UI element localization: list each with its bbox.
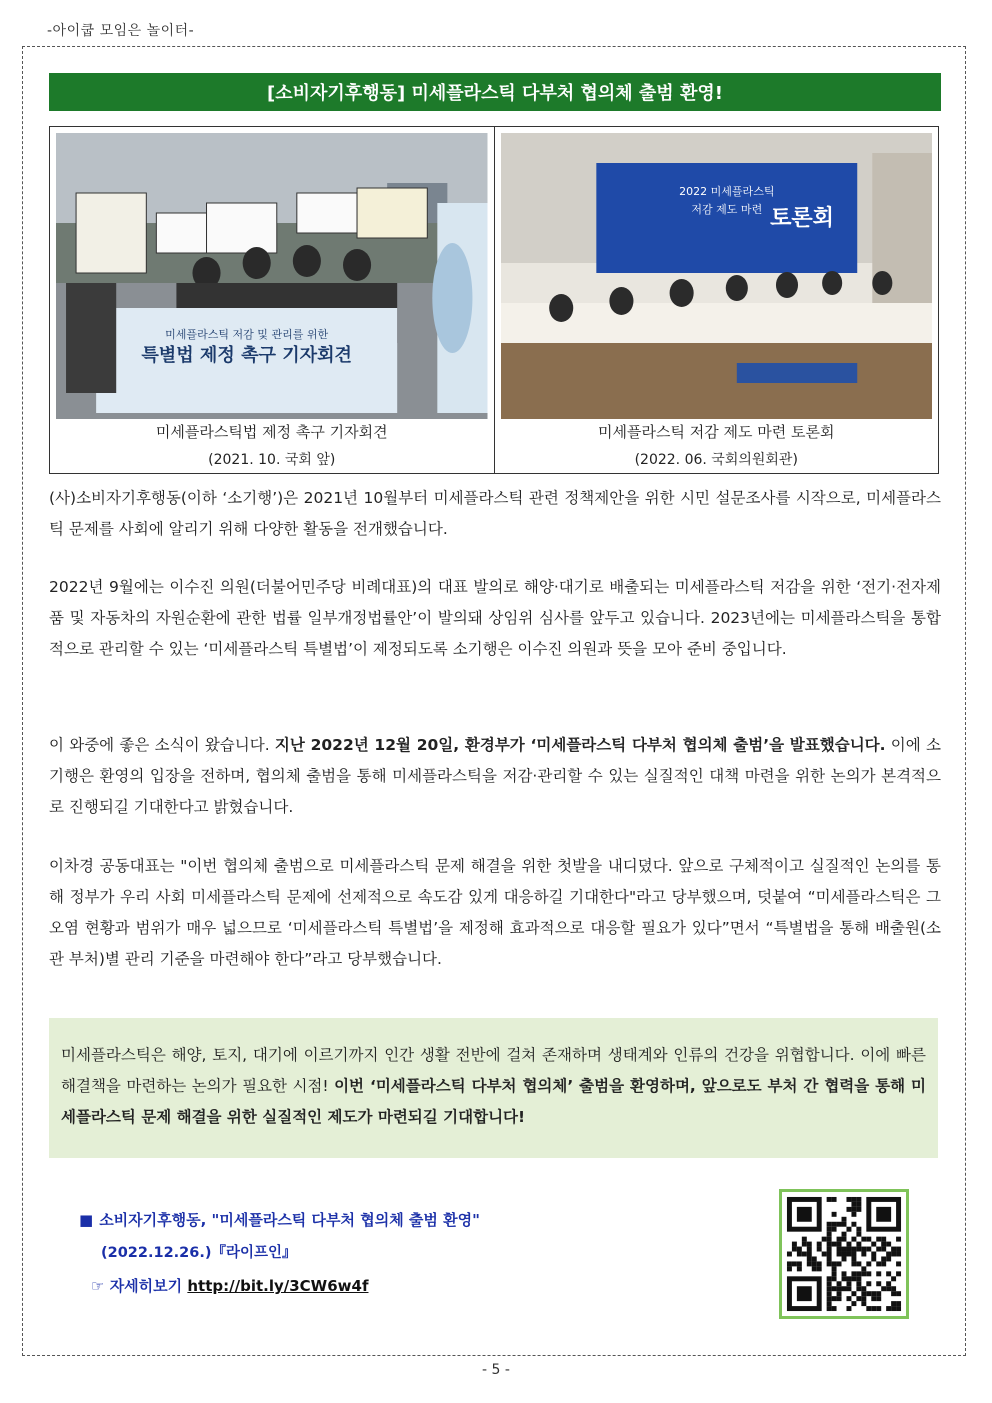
photo-cell-debate-forum [494,127,939,473]
screen-sub-text: 저감 제도 마련 [690,203,762,216]
link-more-row [79,1270,480,1303]
article-link-block [79,1204,480,1303]
notice-text: 미세플라스틱은 해양, 토지, 대기에 이르기까지 인간 생활 전반에 걸쳐 존재하며 생태계와 인류의 건강을 위협합니다. 이에 빠른 해결책을 마련하는 논의가 필요한 시점! [61,1046,926,1095]
page-number: - 5 - [482,1362,510,1378]
body-paragraph-2: 2022년 9월에는 이수진 의원(더불어민주당 비례대표)의 대표 발의로 해양·대기로 배출되는 미세플라스틱 저감을 위한 ‘전기·전자제품 및 자동차의 자원순환에 관한 법률 일부개정법률안’이 발의돼 상임위 심사를 앞두고 있습니다. 2023년에는 미세플라스틱을 통합적으로 관리할 수 있는 ‘미세플라스틱 특별법’이 제정되도록 소기행은 이수진 의원과 뜻을 모아 준비 중입니다. [49,578,941,658]
photo-date: (2021. 10. 국회 앞) [208,452,336,468]
body-paragraph-1: (사)소비자기후행동(이하 ‘소기행’)은 2021년 10월부터 미세플라스틱 관련 정책제안을 위한 시민 설문조사를 시작으로, 미세플라스틱 문제를 사회에 알리기 위해 다양한 활동을 전개했습니다. [49,489,941,538]
more-label: 자세히보기 [109,1277,183,1295]
article-url-link[interactable]: http://bit.ly/3CW6w4f [187,1277,369,1295]
qr-code-icon [782,1192,906,1316]
square-bullet-icon: ■ [79,1211,94,1229]
link-title-row [79,1204,480,1237]
p3-tail: 이에 소기행은 환영의 입장을 전하며, 협의체 출범을 통해 미세플라스틱을 저감·관리할 수 있는 실질적인 대책 마련을 위한 논의가 본격적으로 진행되길 기대한다고 밝혔습니다. [49,736,941,816]
photo-cell-press-conference [50,127,494,473]
link-source: (2022.12.26.)『라이프인』 [101,1245,297,1261]
body-paragraph-4: 이차경 공동대표는 "이번 협의체 출범으로 미세플라스틱 문제 해결을 위한 첫발을 내디뎠다. 앞으로 구체적이고 실질적인 논의를 통해 정부가 우리 사회 미세플라스틱 문제에 선제적으로 속도감 있게 대응하길 기대한다"라고 당부했으며, 덧붙여 “미세플라스틱은 그 오염 현황과 범위가 매우 넓으므로 ‘미세플라스틱 특별법’을 제정해 효과적으로 대응할 필요가 있다”면서 “특별법을 통해 배출원(소관 부처)별 관리 기준을 마련해야 한다”라고 당부했습니다. [49,857,941,968]
debate-forum-photo [501,133,933,419]
p3-lead: 이 와중에 좋은 소식이 왔습니다. [49,736,275,754]
photo-table [49,126,939,474]
notice-bold-text: 이번 ‘미세플라스틱 다부처 협의체’ 출범을 환영하며, 앞으로도 부처 간 협력을 통해 미세플라스틱 문제 해결을 위한 실질적인 제도가 마련되길 기대합니다! [61,1077,927,1126]
p3-highlight: 지난 2022년 12월 20일, 환경부가 ‘미세플라스틱 다부처 협의체 출범’을 발표했습니다. [274,736,886,754]
pointing-hand-icon: ☞ [91,1277,105,1295]
body-paragraph-3 [49,730,941,823]
photo-caption: 미세플라스틱 저감 제도 마련 토론회 [598,423,835,441]
link-article-title: 소비자기후행동, "미세플라스틱 다부처 협의체 출범 환영" [99,1211,480,1229]
press-conference-photo [56,133,488,419]
screen-main-text: 토론회 [769,206,834,231]
article-title: [소비자기후행동] 미세플라스틱 다부처 협의체 출범 환영! [49,73,941,111]
sign-subtitle: 미세플라스틱 저감 및 관리를 위한 [165,328,329,341]
photo-date: (2022. 06. 국회의원회관) [634,452,798,468]
newsletter-header-label: -아이쿱 모임은 놀이터- [47,23,195,39]
qr-code[interactable] [779,1189,909,1319]
photo-caption: 미세플라스틱법 제정 촉구 기자회견 [155,423,388,441]
highlight-notice-box [49,1018,938,1158]
sign-title: 특별법 제정 촉구 기자회견 [141,345,352,366]
screen-small-text: 2022 미세플라스틱 [678,185,774,198]
